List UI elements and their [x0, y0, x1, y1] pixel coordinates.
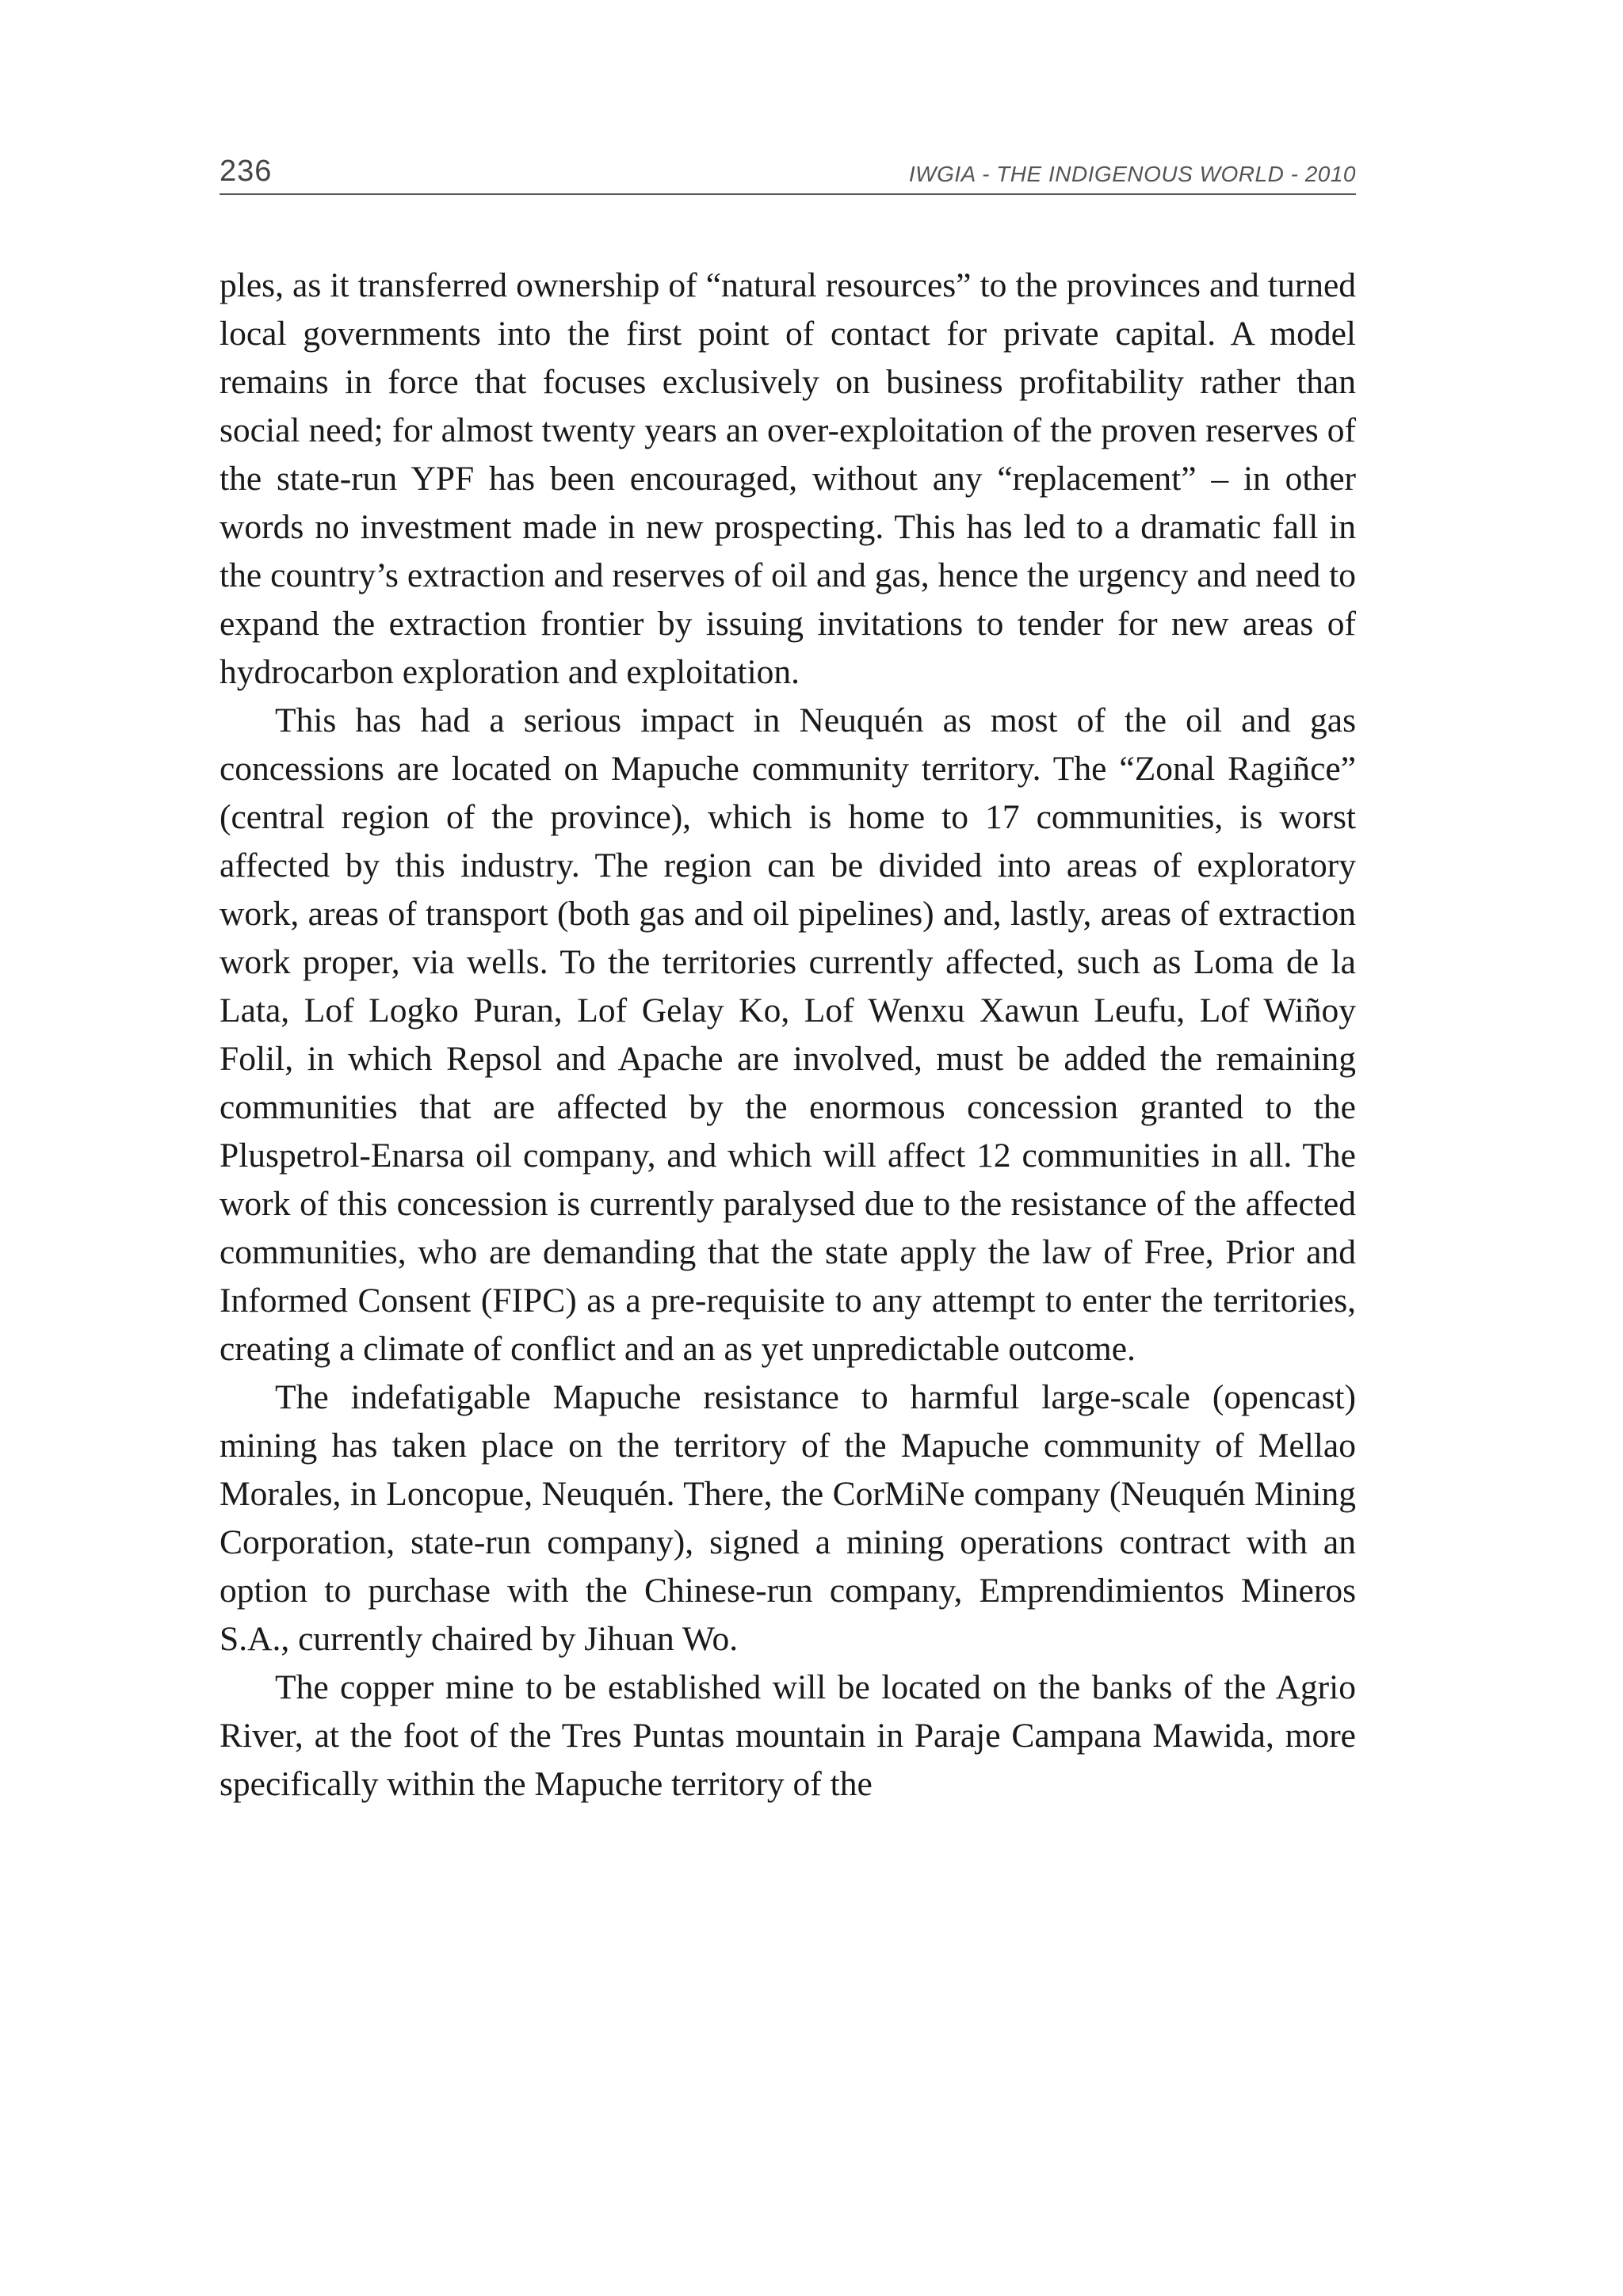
page-number: 236: [220, 155, 273, 188]
page-header: [220, 152, 1356, 195]
body-text: [220, 262, 1356, 1809]
paragraph-copper-mine: The copper mine to be established will be located on the banks of the Agrio River, at the foot of the Tres Puntas mountain in Paraje Campana Mawida, more specifically within the Mapuche territory of the: [220, 1668, 1356, 1803]
running-head: IWGIA - THE INDIGENOUS WORLD - 2010: [908, 162, 1356, 186]
paragraph-mining-resistance: The indefatigable Mapuche resistance to harmful large-scale (opencast) mining has taken place on the territory of the Mapuche community of Mellao Morales, in Loncopue, Neuquén. There, the CorMiNe company (Neuquén Mining Corporation, state-run company), signed a mining operations contract with an option to purchase with the Chinese-run company, Emprendimientos Mineros S.A., currently chaired by Jihuan Wo.: [220, 1378, 1356, 1658]
paragraph-neuquen-impact: This has had a serious impact in Neuquén as most of the oil and gas concessions are located on Mapuche community territory. The “Zonal Ragiñce” (central region of the province), which is home to 17 communities, is worst affected by this industry. The region can be divided into areas of exploratory work, areas of transport (both gas and oil pipelines) and, lastly, areas of extraction work proper, via wells. To the territories currently affected, such as Loma de la Lata, Lof Logko Puran, Lof Gelay Ko, Lof Wenxu Xawun Leufu, Lof Wiñoy Folil, in which Repsol and Apache are involved, must be added the remaining communities that are affected by the enormous concession granted to the Pluspetrol-Enarsa oil company, and which will affect 12 communities in all. The work of this concession is currently paralysed due to the resistance of the affected communities, who are demanding that the state apply the law of Free, Prior and Informed Consent (FIPC) as a pre-requisite to any attempt to enter the territories, creating a climate of conflict and an as yet unpredictable outcome.: [220, 701, 1356, 1368]
paragraph-continuation: ples, as it transferred ownership of “natural resources” to the provinces and turned local governments into the first point of contact for private capital. A model remains in force that focuses exclusively on business profitability rather than social need; for almost twenty years an over-exploitation of the proven reserves of the state-run YPF has been encouraged, without any “replacement” – in other words no investment made in new prospecting. This has led to a dramatic fall in the country’s extraction and reserves of oil and gas, hence the urgency and need to expand the extraction frontier by issuing invitations to tender for new areas of hydrocarbon exploration and exploitation.: [220, 266, 1356, 691]
